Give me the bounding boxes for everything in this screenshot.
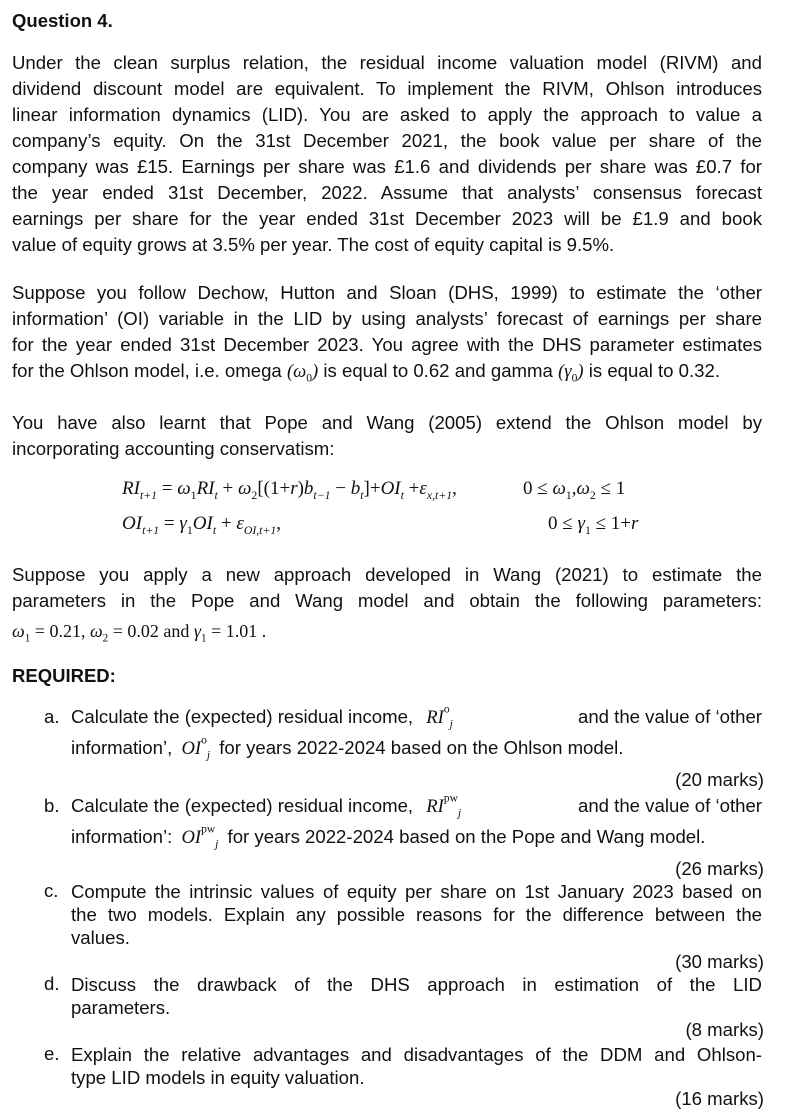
paragraph-line: linear information dynamics (LID). You are asked to apply the approach to value a [12,104,762,125]
oi-pw-symbol: $OI^{pw}_j$ [181,823,219,851]
item-line: type LID models in equity valuation. [71,1067,365,1088]
paragraph-line: the year ended 31st December, 2022. Assume that analysts’ consensus forecast [12,182,762,203]
oi-o-symbol: $OI^o_j$ [181,734,211,762]
paragraph-line: Under the clean surplus relation, the residual income valuation model (RIVM) and [12,52,762,73]
gamma0-symbol: $(\gamma_0)$ [558,361,584,385]
item-line: the two models. Explain any possible reasons for the difference between the [71,904,762,925]
required-item-b-line2 [71,823,706,851]
required-letter: a. [44,706,60,727]
item-line: Compute the intrinsic values of equity per share on 1st January 2023 based on [71,881,762,902]
wang-paragraph [12,562,762,614]
text-omega-prefix: for the Ohlson model, i.e. omega [12,360,282,381]
equation-ri: $RI_{t+1} = \omega_1RI_t + \omega_2[(1+r)b_{t-1} - b_t]+OI_t +\varepsilon_{x,t+1}$, [122,478,457,502]
paragraph-line: earnings per share for the year ended 31st December 2023 will be £1.9 and book [12,208,762,229]
item-line: Discuss the drawback of the DHS approach in estimation of the LID [71,974,762,995]
item-line: parameters. [71,997,171,1018]
marks-a: (20 marks) [675,769,764,790]
dhs-paragraph [12,280,762,385]
constraint-gamma: $0 \le \gamma_1 \le 1+r$ [548,513,639,537]
param-and: and [163,621,190,641]
required-letter: c. [44,880,59,901]
required-letter: e. [44,1043,60,1064]
item-text: and the value of ‘other [577,795,762,816]
marks-c: (30 marks) [675,951,764,972]
item-text: and the value of ‘other [577,706,762,727]
required-letter: d. [44,973,60,994]
required-item-b-line1 [71,792,762,820]
item-text: information’, [71,737,173,758]
paragraph-line: information’ (OI) variable in the LID by using analysts’ forecast of earnings per share [12,308,762,329]
paragraph-line: Suppose you follow Dechow, Hutton and Sloan (DHS, 1999) to estimate the ‘other [12,282,762,303]
item-line: values. [71,927,130,948]
ri-o-symbol: $RI^o_j$ [426,703,453,731]
paragraph-line: Suppose you apply a new approach developed in Wang (2021) to estimate the [12,564,762,585]
item-line: Explain the relative advantages and disadvantages of the DDM and Ohlson- [71,1044,762,1065]
paragraph-line: dividend discount model are equivalent. To implement the RIVM, Ohlson introduces [12,78,762,99]
paragraph-line: for the year ended 31st December 2023. You agree with the DHS parameter estimates [12,334,762,355]
text-omega-mid: is equal to 0.62 and gamma [323,360,553,381]
item-text: for years 2022-2024 based on the Ohlson model. [219,737,624,758]
constraint-omega: $0 \le \omega_1,\omega_2 \le 1$ [523,478,626,502]
wang-parameters: $\omega_1 = 0.21$, $\omega_2 = 0.02$ and $\gamma_1 = 1.01$ . [12,621,267,645]
item-text: Calculate the (expected) residual income, [71,795,414,816]
required-letter: b. [44,795,60,816]
question-title: Question 4. [12,10,113,31]
marks-b: (26 marks) [675,858,764,879]
omega0-symbol: $(\omega_0)$ [286,361,319,385]
ri-pw-symbol: $RI^{pw}_j$ [426,792,462,820]
paragraph-line-params [12,358,764,385]
pope-wang-paragraph [12,410,762,462]
required-label: REQUIRED: [12,665,116,686]
required-item-a-line2 [71,734,624,762]
item-text: Calculate the (expected) residual income, [71,706,414,727]
paragraph-line: value of equity grows at 3.5% per year. The cost of equity capital is 9.5%. [12,234,615,255]
paragraph-line: company’s equity. On the 31st December 2021, the book value per share of the [12,130,762,151]
required-item-e [71,1043,762,1089]
equation-oi: $OI_{t+1} = \gamma_1OI_t + \varepsilon_{OI,t+1}$, [122,513,282,537]
required-item-c [71,880,762,949]
marks-e: (16 marks) [675,1088,764,1109]
paragraph-line: parameters in the Pope and Wang model and obtain the following parameters: [12,590,762,611]
item-text: information’: [71,826,173,847]
item-text: for years 2022-2024 based on the Pope and Wang model. [227,826,706,847]
paragraph-line: company was £15. Earnings per share was £1.6 and dividends per share was £0.7 for [12,156,762,177]
text-gamma-suffix: is equal to 0.32. [588,360,721,381]
required-item-a-line1 [71,703,762,731]
paragraph-line: incorporating accounting conservatism: [12,438,335,459]
intro-paragraph [12,50,762,258]
marks-d: (8 marks) [685,1019,764,1040]
paragraph-line: You have also learnt that Pope and Wang (2005) extend the Ohlson model by [12,412,762,433]
required-item-d [71,973,762,1019]
